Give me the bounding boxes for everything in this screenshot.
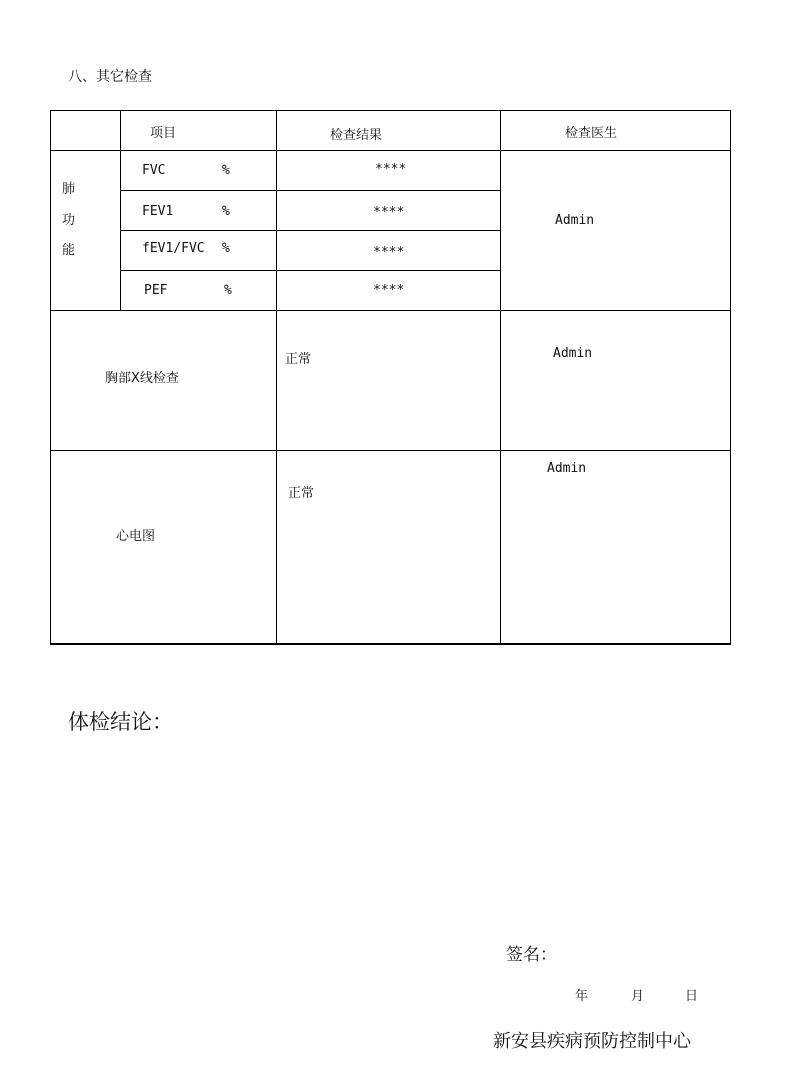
xray-result: 正常 <box>285 352 312 367</box>
lung-row-fev1fvc-name: fEV1/FVC <box>142 241 205 256</box>
xray-label: 胸部X线检查 <box>105 371 179 386</box>
date-day: 日 <box>685 989 699 1004</box>
lung-label-char-2: 功 <box>62 213 76 228</box>
lung-row-fvc-name: FVC <box>142 163 166 178</box>
lung-row-fvc-result: **** <box>375 162 407 177</box>
lung-label-char-3: 能 <box>62 243 76 258</box>
date-month: 月 <box>631 989 645 1004</box>
header-item: 项目 <box>150 126 177 141</box>
table-border-top <box>50 110 731 111</box>
ecg-label: 心电图 <box>116 529 156 544</box>
section-title: 八、其它检查 <box>68 69 152 85</box>
lung-row-fev1-name: FEV1 <box>142 204 174 219</box>
lung-row-pef-name: PEF <box>144 283 168 298</box>
lung-label-char-1: 肺 <box>62 182 76 197</box>
header-result: 检查结果 <box>330 128 383 143</box>
organization-name: 新安县疾病预防控制中心 <box>493 1031 691 1052</box>
header-doctor: 检查医生 <box>565 126 618 141</box>
xray-doctor: Admin <box>553 346 593 361</box>
table-line-lung-2 <box>120 230 500 231</box>
ecg-doctor: Admin <box>547 461 587 476</box>
conclusion-label: 体检结论： <box>68 710 173 734</box>
table-line-col3 <box>500 110 501 645</box>
table-line-col2 <box>276 110 277 645</box>
table-border-bottom <box>50 643 731 645</box>
lung-row-fev1-unit: % <box>222 204 230 219</box>
table-line-lung-end <box>50 310 731 311</box>
table-border-right <box>730 110 731 645</box>
ecg-result: 正常 <box>288 486 315 501</box>
date-year: 年 <box>575 989 589 1004</box>
table-line-xray-end <box>50 450 731 451</box>
table-line-lung-1 <box>120 190 500 191</box>
table-line-header <box>50 150 731 151</box>
lung-row-pef-result: **** <box>373 283 405 298</box>
lung-row-pef-unit: % <box>224 283 232 298</box>
lung-row-fev1-result: **** <box>373 205 405 220</box>
table-line-col1 <box>120 110 121 310</box>
lung-doctor: Admin <box>555 213 595 228</box>
lung-row-fev1fvc-result: **** <box>373 245 405 260</box>
table-line-lung-3 <box>120 270 500 271</box>
lung-row-fvc-unit: % <box>222 163 230 178</box>
table-border-left <box>50 110 51 645</box>
lung-row-fev1fvc-unit: % <box>222 241 230 256</box>
signature-label: 签名： <box>506 945 557 965</box>
